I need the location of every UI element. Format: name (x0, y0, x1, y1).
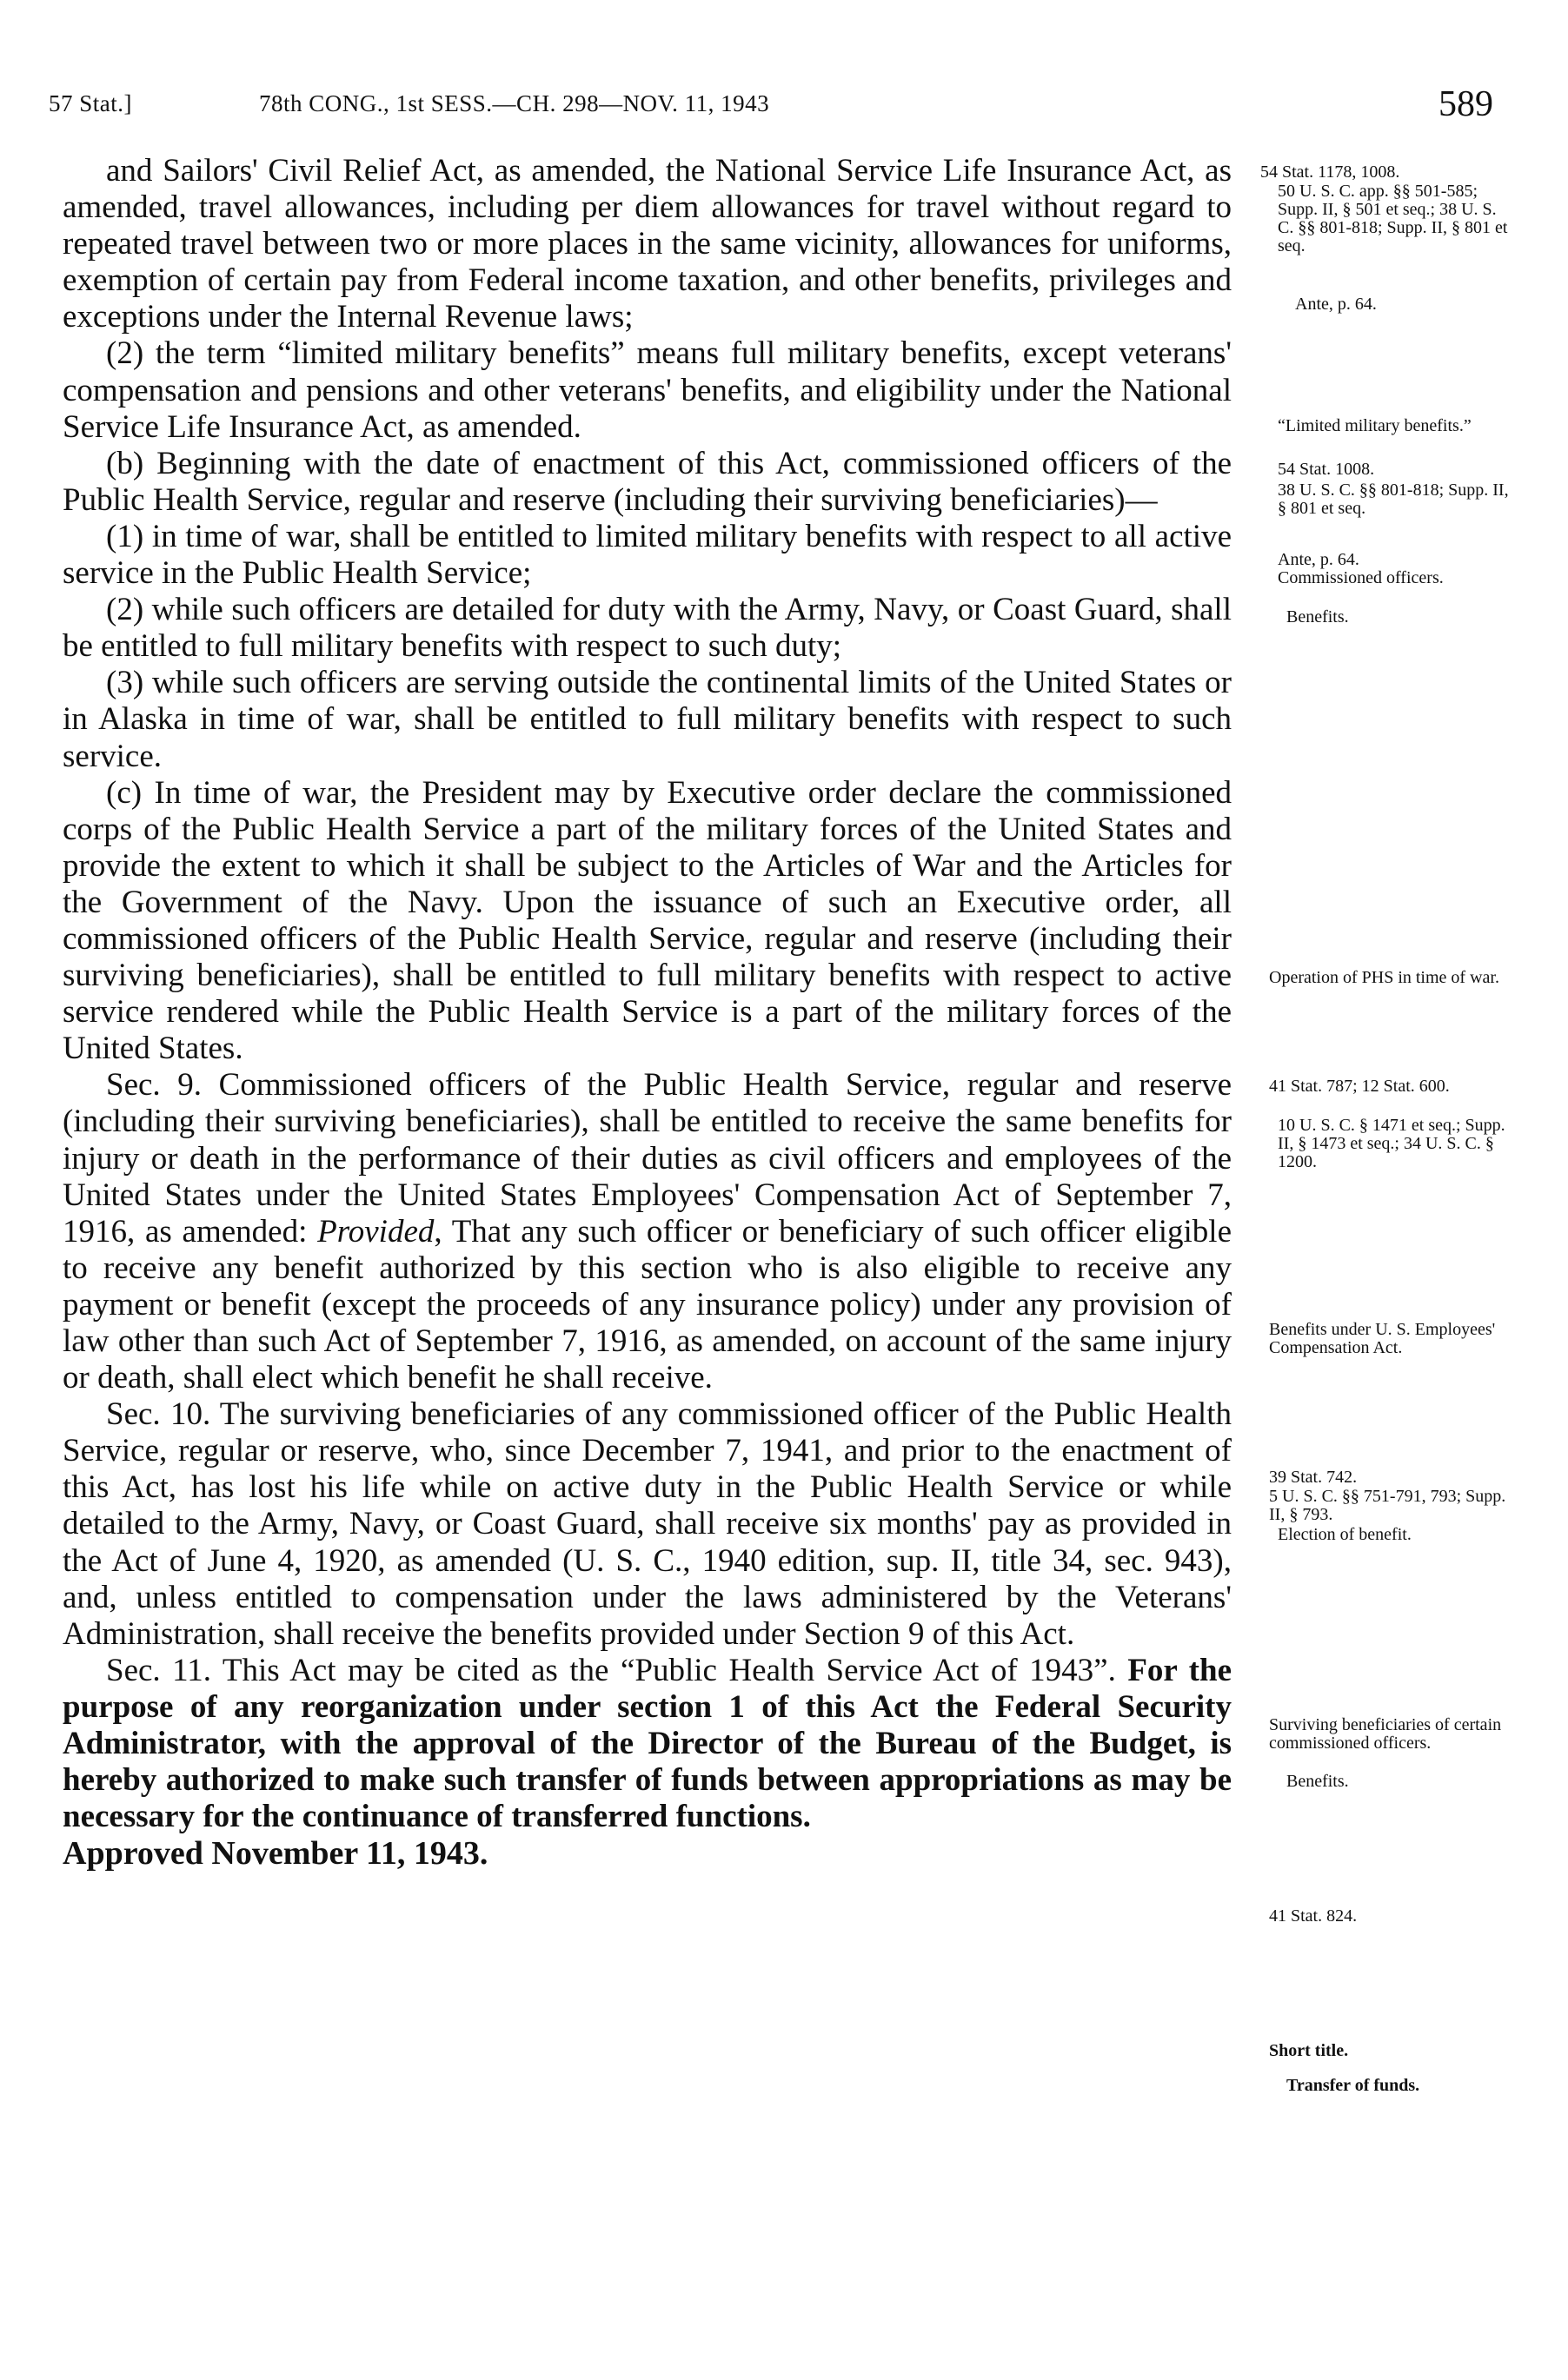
approval-line: Approved November 11, 1943. (63, 1835, 488, 1873)
margin-note-ante-2: Ante, p. 64. (1278, 550, 1359, 569)
margin-note-surviving-beneficiaries: Surviving beneficiaries of certain commissioned officers. (1269, 1715, 1502, 1753)
paragraph-b-2: (2) while such officers are detailed for duty with the Army, Navy, or Coast Guard, shall be entitled to full military benefits with respect to such duty; (63, 592, 1232, 665)
running-head-left: 57 Stat.] (49, 90, 132, 116)
section-9 (63, 1067, 1232, 1396)
section-10: Sec. 10. The surviving beneficiaries of any commissioned officer of the Public Health Service, regular or reserve, who, since December 7, 1941, and prior to the enactment of this Act, has lost his life while on active duty in the Public Health Service or while detailed to the Army, Navy, or Coast Guard, shall receive six months' pay as provided in the Act of June 4, 1920, as amended (U. S. C., 1940 edition, sup. II, title 34, sec. 943), and, unless entitled to compensation under the laws administered by the Veterans' Administration, shall receive the benefits provided under Section 9 of this Act. (63, 1396, 1232, 1652)
paragraph-b-1: (1) in time of war, shall be entitled to limited military benefits with respect to all active service in the Public Health Service; (63, 518, 1232, 592)
section-11-text-a: Sec. 11. This Act may be cited as the “Public Health Service Act of 1943”. (106, 1652, 1116, 1688)
margin-note-54-stat-1008: 54 Stat. 1008. (1278, 460, 1375, 479)
section-9-text-b: , That any such officer or beneficiary of such officer eligible to receive any benefit authorized by this section who is also eligible to receive any payment or benefit (except the proceeds of any insurance policy) under any provision of law other than such Act of September 7, 1916, as amended, on account of the same injury or death, shall elect which benefit he shall receive. (63, 1213, 1232, 1396)
margin-note-38-usc: 38 U. S. C. §§ 801-818; Supp. II, § 801 et seq. (1278, 481, 1509, 518)
margin-note-10-usc: 10 U. S. C. § 1471 et seq.; Supp. II, § 1473 et seq.; 34 U. S. C. § 1200. (1278, 1116, 1505, 1171)
margin-note-41-stat-787: 41 Stat. 787; 12 Stat. 600. (1269, 1077, 1450, 1096)
margin-note-54-stat: 54 Stat. 1178, 1008. (1260, 162, 1400, 182)
paragraph-continued: and Sailors' Civil Relief Act, as amended, the National Service Life Insurance Act, as amended, travel allowances, including per diem allowances for travel without regard to repeated travel between two or more places in the same vicinity, allowances for uniforms, exemption of certain pay from Federal income taxation, and other benefits, privileges and exceptions under the Internal Revenue laws; (63, 153, 1232, 335)
margin-note-41-stat-824: 41 Stat. 824. (1269, 1906, 1358, 1926)
margin-note-commissioned-officers: Commissioned officers. (1278, 568, 1444, 587)
margin-note-limited-military: “Limited military benefits.” (1278, 416, 1472, 435)
margin-note-operation-phs: Operation of PHS in time of war. (1269, 968, 1499, 987)
running-head-center: 78th CONG., 1st SESS.—CH. 298—NOV. 11, 1943 (259, 90, 770, 116)
margin-note-39-stat: 39 Stat. 742. (1269, 1468, 1358, 1487)
main-text (63, 153, 1232, 1872)
margin-note-short-title: Short title. (1269, 2041, 1349, 2060)
margin-note-benefits-1: Benefits. (1286, 607, 1349, 626)
paragraph-b-3: (3) while such officers are serving outside the continental limits of the United States or in Alaska in time of war, shall be entitled to full military benefits with respect to such service. (63, 665, 1232, 774)
margin-note-50-usc: 50 U. S. C. app. §§ 501-585; Supp. II, § 501 et seq.; 38 U. S. C. §§ 801-818; Supp. II, § 801 et seq. (1278, 182, 1508, 255)
paragraph-b: (b) Beginning with the date of enactment of this Act, commissioned officers of the Public Health Service, regular and reserve (including their surviving beneficiaries)— (63, 445, 1232, 518)
margin-note-5-usc: 5 U. S. C. §§ 751-791, 793; Supp. II, § 793. (1269, 1487, 1506, 1524)
page-number: 589 (1438, 84, 1493, 124)
provided-italic: Provided (317, 1213, 435, 1250)
margin-note-transfer-funds: Transfer of funds. (1286, 2076, 1420, 2095)
section-9-text-a: Sec. 9. Commissioned officers of the Public Health Service, regular and reserve (including their surviving beneficiaries), shall be entitled to receive the same benefits for injury or death in the performance of their duties as civil officers and employees of the United States under the United States Employees' Compensation Act of September 7, 1916, as amended: (63, 1067, 1232, 1250)
margin-note-election-benefit: Election of benefit. (1278, 1525, 1412, 1544)
paragraph-definition-2: (2) the term “limited military benefits” means full military benefits, except veterans' compensation and pensions and other veterans' benefits, and eligibility under the National Service Life Insurance Act, as amended. (63, 335, 1232, 445)
section-11 (63, 1653, 1232, 1835)
section-11-text-b: For the purpose of any reorganization under section 1 of this Act the Federal Security Administrator, with the approval of the Director of the Bureau of the Budget, is hereby authorized to make such transfer of funds between appropriations as may be necessary for the continuance of transferred functions. (63, 1652, 1232, 1835)
margin-note-benefits-2: Benefits. (1286, 1772, 1349, 1791)
paragraph-c: (c) In time of war, the President may by Executive order declare the commissioned corps of the Public Health Service a part of the military forces of the United States and provide the extent to which it shall be subject to the Articles of War and the Articles for the Government of the Navy. Upon the issuance of such an Executive order, all commissioned officers of the Public Health Service, regular and reserve (including their surviving beneficiaries), shall be entitled to full military benefits with respect to active service rendered while the Public Health Service is a part of the military forces of the United States. (63, 774, 1232, 1067)
margin-note-ante-1: Ante, p. 64. (1295, 295, 1377, 314)
margin-note-benefits-compensation-act: Benefits under U. S. Employees' Compensation Act. (1269, 1320, 1496, 1357)
